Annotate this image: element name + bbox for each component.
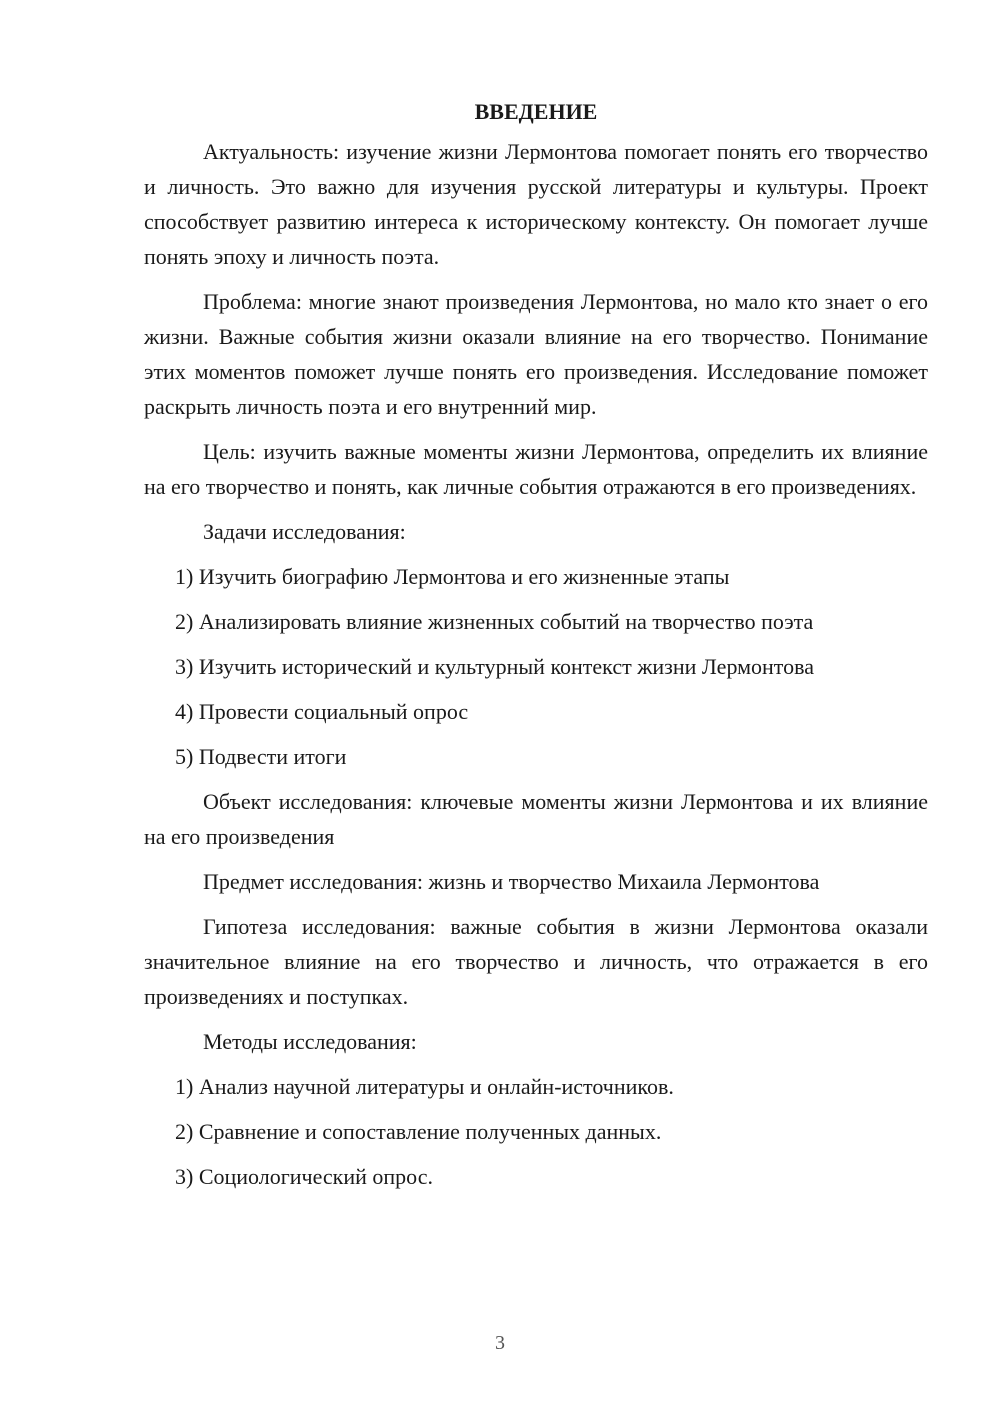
goal-paragraph: Цель: изучить важные моменты жизни Лермонтова, определить их влияние на его творчество и понять, как личные события отражаются в его произведениях. xyxy=(144,439,928,499)
section-title: ВВЕДЕНИЕ xyxy=(474,99,598,124)
methods-heading: Методы исследования: xyxy=(203,1029,417,1054)
hypothesis-paragraph: Гипотеза исследования: важные события в жизни Лермонтова оказали значительное влияние на его творчество и личность, что отражается в его произведениях и поступках. xyxy=(144,914,928,1009)
list-item: 2) Анализировать влияние жизненных событий на творчество поэта xyxy=(175,609,814,634)
object-paragraph: Объект исследования: ключевые моменты жизни Лермонтова и их влияние на его произведения xyxy=(144,789,928,849)
list-item: 1) Изучить биографию Лермонтова и его жизненные этапы xyxy=(175,564,730,589)
list-item: 3) Изучить исторический и культурный контекст жизни Лермонтова xyxy=(175,654,814,679)
document-body xyxy=(144,98,928,1204)
list-item: 4) Провести социальный опрос xyxy=(175,699,469,724)
subject-paragraph: Предмет исследования: жизнь и творчество Михаила Лермонтова xyxy=(203,869,820,894)
relevance-paragraph: Актуальность: изучение жизни Лермонтова помогает понять его творчество и личность. Это важно для изучения русской литературы и культуры. Проект способствует развитию интереса к историческому контексту. Он помогает лучше понять эпоху и личность поэта. xyxy=(144,139,928,269)
tasks-list xyxy=(144,559,928,774)
page-number: 3 xyxy=(495,1332,505,1354)
list-item: 3) Социологический опрос. xyxy=(175,1164,433,1189)
methods-list xyxy=(144,1069,928,1194)
list-item: 2) Сравнение и сопоставление полученных данных. xyxy=(175,1119,662,1144)
list-item: 1) Анализ научной литературы и онлайн-источников. xyxy=(175,1074,674,1099)
list-item: 5) Подвести итоги xyxy=(175,744,347,769)
tasks-heading: Задачи исследования: xyxy=(203,519,406,544)
problem-paragraph: Проблема: многие знают произведения Лермонтова, но мало кто знает о его жизни. Важные события жизни оказали влияние на его творчество. Понимание этих моментов поможет лучше понять его произведения. Исследование поможет раскрыть личность поэта и его внутренний мир. xyxy=(144,289,928,419)
